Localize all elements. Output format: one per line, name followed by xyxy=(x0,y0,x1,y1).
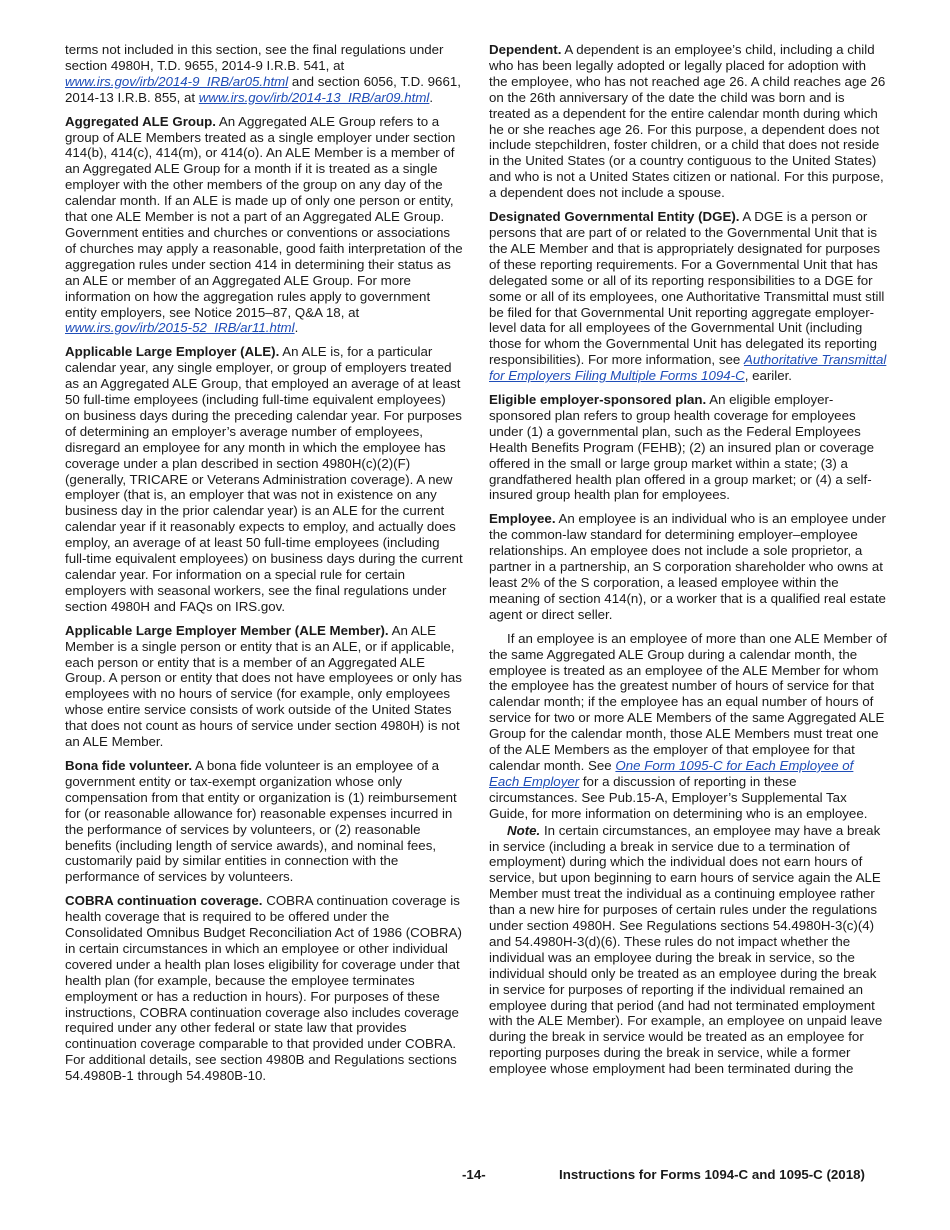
dge-end: , eariler. xyxy=(744,368,792,384)
eligible-plan-term: Eligible employer-sponsored plan. xyxy=(489,392,707,408)
aggregated-ale-group-paragraph xyxy=(65,114,463,337)
aggregated-ale-group-term: Aggregated ALE Group. xyxy=(65,113,216,129)
bona-fide-volunteer-text: A bona fide volunteer is an employee of a government entity or tax-exempt organization whose only compensation from that entity or organization is (1) reimbursement for (or reasonable allowance for) reasonable expenses incurred in the performance of services by volunteers, or (2) reasonable benefits (including length of service awards), and nominal fees, customarily paid by similar entities in connection with the performance of services by volunteers. xyxy=(65,757,457,885)
employee-term: Employee. xyxy=(489,511,556,527)
dependent-paragraph xyxy=(489,42,887,201)
eligible-plan-text: An eligible employer-sponsored plan refers to group health coverage for employees under (1) a governmental plan, such as the Federal Employees Health Benefits Program (FEHB); (2) an insured plan or coverage offered in the small or large group market within a state; (3) a grandfathered health plan offered in a group market; or (4) a self-insured group health plan for employees. xyxy=(489,392,875,503)
ale-paragraph xyxy=(65,344,463,614)
aggregated-ale-group-end: . xyxy=(294,320,299,336)
note-label: Note. xyxy=(507,822,541,838)
left-column xyxy=(65,42,463,1092)
cobra-text: COBRA continuation coverage is health coverage that is required to be offered under the Consolidated Omnibus Budget Reconciliation Act of 1986 (COBRA) in certain circumstances in which an employee or other individual covered under a health plan loses eligibility for coverage under that health plan (for example, because the employee terminates employment or has a reduction in hours). For purposes of these instructions, COBRA continuation coverage also includes coverage required under any other federal or state law that provides continuation coverage comparable to that provided under COBRA. For additional details, see section 4980B and Regulations sections 54.4980B-1 through 54.4980B-10. xyxy=(65,893,462,1084)
eligible-plan-paragraph xyxy=(489,392,887,503)
intro-text-3: . xyxy=(429,89,434,105)
cobra-paragraph xyxy=(65,893,463,1084)
ale-member-term: Applicable Large Employer Member (ALE Member). xyxy=(65,622,389,638)
intro-paragraph xyxy=(65,42,463,106)
employee-multiple-members-paragraph xyxy=(489,631,887,822)
irb-2014-13-link[interactable]: www.irs.gov/irb/2014-13_IRB/ar09.html xyxy=(198,89,430,105)
employee-note-paragraph xyxy=(489,823,887,1078)
ale-member-paragraph xyxy=(65,623,463,750)
intro-text-1: terms not included in this section, see the final regulations under section 4980H, T.D. 9655, 2014-9 I.R.B. 541, at xyxy=(65,42,444,73)
bona-fide-volunteer-paragraph xyxy=(65,758,463,885)
one-form-1095c-link[interactable]: One Form 1095-C for Each Employee of Each Employer xyxy=(489,757,854,789)
cobra-term: COBRA continuation coverage. xyxy=(65,893,263,909)
dependent-text: A dependent is an employee’s child, including a child who has been legally adopted or legally placed for adoption with the employee, who has not reached age 26. A child reaches age 26 on the 26th anniversary of the date the child was born and is treated as a dependent for the entire calendar month during which he or she reaches age 26. For this purpose, a dependent does not include stepchildren, foster children, or a child that does not reside in the United States (or a country contiguous to the United States) and who is not a United States citizen or national. For this purpose, a dependent does not include a spouse. xyxy=(489,42,886,201)
employee-para2-text: If an employee is an employee of more than one ALE Member of the same Aggregated ALE Group during a calendar month, the employee is treated as an employee of the ALE Member for whom the employee has the greatest number of hours of service for that calendar month; if the employee has an equal number of hours of service for two or more ALE Members of the same Aggregated ALE Group for the calendar month, those ALE Members must treat one of the ALE Members as the employer of that employee for that calendar month. See xyxy=(489,630,887,773)
employee-paragraph xyxy=(489,511,887,622)
dependent-term: Dependent. xyxy=(489,42,562,57)
aggregated-ale-group-text: An Aggregated ALE Group refers to a group of ALE Members treated as a single employer under section 414(b), 414(c), 414(m), or 414(o). An ALE Member is a member of an Aggregated ALE Group for a month if it is treated as a single employer with the other members of the group on any day of the calendar month. If an ALE is made up of only one person or entity, that one ALE Member is not a part of an Aggregated ALE Group. Government entities and churches or conventions or associations of churches may apply a reasonable, good faith interpretation of the aggregation rules under section 414 in determining their status as an ALE or member of an Aggregated ALE Group. For more information on how the aggregation rules apply to government entity employers, see Notice 2015–87, Q&A 18, at xyxy=(65,113,463,320)
ale-term: Applicable Large Employer (ALE). xyxy=(65,344,280,360)
irb-2015-52-link[interactable]: www.irs.gov/irb/2015-52_IRB/ar11.html xyxy=(65,320,295,336)
ale-member-text: An ALE Member is a single person or entity that is an ALE, or if applicable, each person or entity that is a member of an Aggregated ALE Group. A person or entity that does not have employees or only has employees with no hours of service (for example, only employees whose entire service consists of work outside of the United States that does not count as hours of service under section 4980H) is not an ALE Member. xyxy=(65,622,462,750)
intro-text-2: and section 6056, T.D. 9661, 2014-13 I.R.B. 855, at xyxy=(65,73,461,105)
note-text: In certain circumstances, an employee may have a break in service (including a break in service due to a termination of employment) during which the individual does not earn hours of service, but upon beginning to earn hours of service again the ALE Member must treat the individual as a continuing employee rather than a new hire for purposes of certain rules under the regulations under section 4980H. See Regulations sections 54.4980H-3(c)(4) and 54.4980H-3(d)(6). These rules do not impact whether the individual was an employee during the break in service, so the individual should only be treated as an employee during the break in service for purposes of reporting if the individual remained an employee during that period (and had not terminated employment with the ALE Member). For example, an employee on unpaid leave during the break in service would be treated as an employee for reporting purposes during the break in service, while a former employee whose employment had been terminated during the xyxy=(489,822,883,1077)
right-column xyxy=(489,42,887,1078)
page-number: -14- xyxy=(462,1167,486,1182)
dge-paragraph xyxy=(489,209,887,384)
document-title: Instructions for Forms 1094-C and 1095-C (2018) xyxy=(559,1167,865,1182)
employee-para2-end: for a discussion of reporting in these circumstances. See Pub.15-A, Employer’s Supplemental Tax Guide, for more information on determining who is an employee. xyxy=(489,773,868,821)
bona-fide-volunteer-term: Bona fide volunteer. xyxy=(65,757,193,773)
irb-2014-9-link[interactable]: www.irs.gov/irb/2014-9_IRB/ar05.html xyxy=(65,73,289,89)
dge-text: A DGE is a person or persons that are part of or related to the Governmental Unit that is the ALE Member and that is appropriately designated for purposes of these reporting requirements. For a Governmental Unit that has delegated some or all of its reporting responsibilities to a DGE for some or all of its employees, one Authoritative Transmittal must still be filed for that Governmental Unit reporting aggregate employer-level data for all employees of the Governmental Unit (including those for whom the Governmental Unit has delegated its reporting responsibilities). For more information, see xyxy=(489,209,885,368)
dge-term: Designated Governmental Entity (DGE). xyxy=(489,209,740,225)
ale-text: An ALE is, for a particular calendar year, any single employer, or group of employers treated as an Aggregated ALE Group, that employed an average of at least 50 full-time employees (including full-time equivalent employees) on business days during the preceding calendar year. For purposes of determining an employer’s average number of employees, disregard an employee for any month in which the employee has coverage under a plan described in section 4980H(c)(2)(F) (generally, TRICARE or Veterans Administration coverage). A new employer (that is, an employer that was not in existence on any business day in the prior calendar year) is an ALE for the current calendar year if it reasonably expects to employ, and actually does employ, an average of at least 50 full-time employees (including full-time equivalent employees) on business days during the current calendar year. For information on a special rule for certain employers with seasonal workers, see the final regulations under section 4980H and FAQs on IRS.gov. xyxy=(65,344,463,614)
employee-text: An employee is an individual who is an employee under the common-law standard for determining employer–employee relationships. An employee does not include a sole proprietor, a partner in a partnership, an S corporation shareholder who owns at least 2% of the S corporation, a leased employee within the meaning of section 414(n), or a worker that is a qualified real estate agent or direct seller. xyxy=(489,511,886,622)
authoritative-transmittal-link[interactable]: Authoritative Transmittal for Employers Filing Multiple Forms 1094-C xyxy=(489,352,887,384)
